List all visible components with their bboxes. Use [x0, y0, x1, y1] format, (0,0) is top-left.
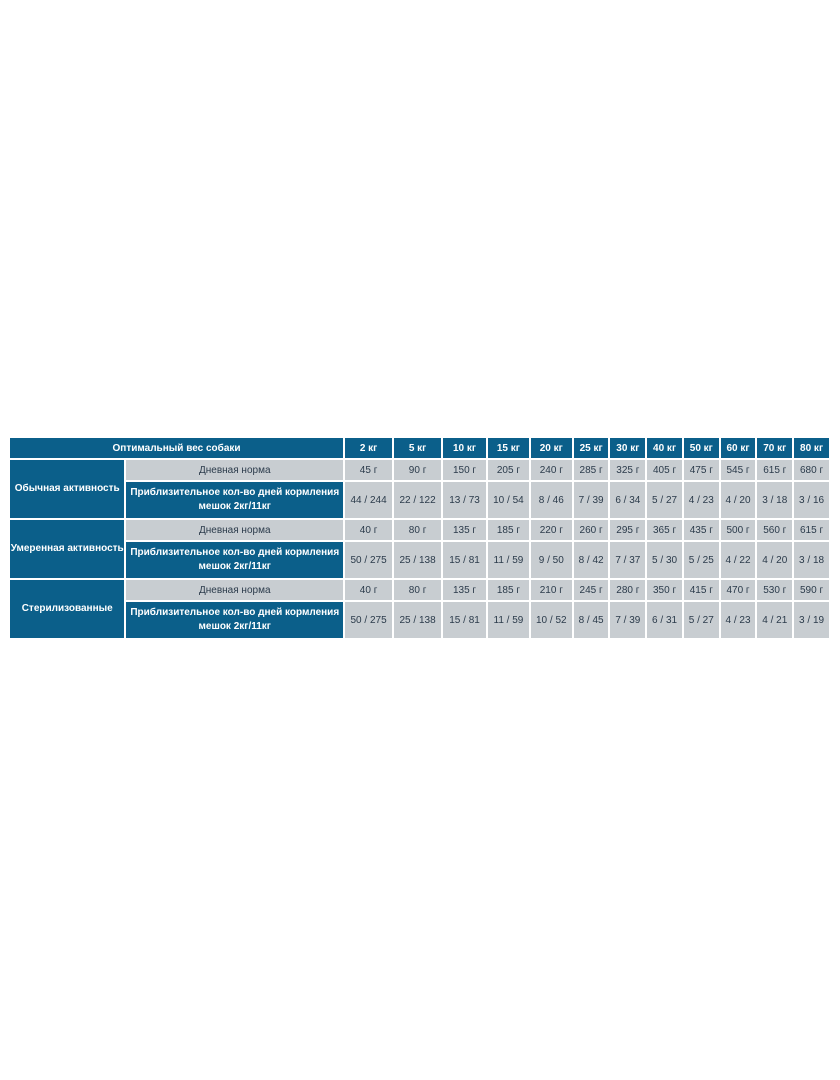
feeding-days-cell: 4 / 21 — [757, 602, 792, 638]
feeding-table — [8, 436, 831, 640]
daily-norm-cell: 530 г — [757, 580, 792, 600]
feeding-days-cell: 5 / 27 — [684, 602, 719, 638]
table-row — [10, 482, 829, 518]
daily-norm-label: Дневная норма — [126, 460, 343, 480]
daily-norm-cell: 285 г — [574, 460, 609, 480]
daily-norm-cell: 560 г — [757, 520, 792, 540]
feeding-days-cell: 8 / 46 — [531, 482, 572, 518]
weight-header: 70 кг — [757, 438, 792, 458]
weight-header: 50 кг — [684, 438, 719, 458]
feeding-days-cell: 25 / 138 — [394, 542, 441, 578]
feeding-days-cell: 5 / 30 — [647, 542, 682, 578]
group-label: Умеренная активность — [10, 520, 124, 578]
feeding-days-cell: 15 / 81 — [443, 542, 486, 578]
feeding-days-cell: 4 / 20 — [757, 542, 792, 578]
daily-norm-cell: 500 г — [721, 520, 756, 540]
daily-norm-cell: 435 г — [684, 520, 719, 540]
feeding-days-cell: 4 / 23 — [684, 482, 719, 518]
feeding-days-cell: 3 / 18 — [794, 542, 829, 578]
daily-norm-cell: 80 г — [394, 580, 441, 600]
feeding-days-label: Приблизительное кол-во дней кормления мешок 2кг/11кг — [126, 602, 343, 638]
daily-norm-cell: 325 г — [610, 460, 645, 480]
daily-norm-cell: 210 г — [531, 580, 572, 600]
feeding-days-cell: 3 / 16 — [794, 482, 829, 518]
daily-norm-cell: 40 г — [345, 520, 392, 540]
daily-norm-cell: 545 г — [721, 460, 756, 480]
feeding-days-cell: 9 / 50 — [531, 542, 572, 578]
table-row — [10, 602, 829, 638]
daily-norm-cell: 680 г — [794, 460, 829, 480]
weight-header: 15 кг — [488, 438, 529, 458]
daily-norm-cell: 40 г — [345, 580, 392, 600]
feeding-days-cell: 8 / 45 — [574, 602, 609, 638]
feeding-days-cell: 7 / 39 — [610, 602, 645, 638]
weight-header: 2 кг — [345, 438, 392, 458]
daily-norm-cell: 90 г — [394, 460, 441, 480]
weight-header: 40 кг — [647, 438, 682, 458]
table-row — [10, 580, 829, 600]
daily-norm-cell: 350 г — [647, 580, 682, 600]
feeding-days-cell: 3 / 18 — [757, 482, 792, 518]
feeding-days-cell: 50 / 275 — [345, 542, 392, 578]
daily-norm-label: Дневная норма — [126, 580, 343, 600]
table-row — [10, 542, 829, 578]
table-row — [10, 460, 829, 480]
group-label: Стерилизованные — [10, 580, 124, 638]
feeding-days-label: Приблизительное кол-во дней кормления мешок 2кг/11кг — [126, 482, 343, 518]
daily-norm-cell: 615 г — [794, 520, 829, 540]
daily-norm-cell: 135 г — [443, 520, 486, 540]
daily-norm-cell: 260 г — [574, 520, 609, 540]
weight-header: 20 кг — [531, 438, 572, 458]
feeding-days-cell: 5 / 25 — [684, 542, 719, 578]
feeding-days-cell: 5 / 27 — [647, 482, 682, 518]
feeding-days-cell: 44 / 244 — [345, 482, 392, 518]
weight-header: 60 кг — [721, 438, 756, 458]
weight-header: 5 кг — [394, 438, 441, 458]
header-row — [10, 438, 829, 458]
feeding-days-label: Приблизительное кол-во дней кормления мешок 2кг/11кг — [126, 542, 343, 578]
daily-norm-cell: 590 г — [794, 580, 829, 600]
daily-norm-cell: 185 г — [488, 580, 529, 600]
weight-header: 10 кг — [443, 438, 486, 458]
weight-header: 80 кг — [794, 438, 829, 458]
daily-norm-cell: 135 г — [443, 580, 486, 600]
daily-norm-cell: 245 г — [574, 580, 609, 600]
feeding-days-cell: 8 / 42 — [574, 542, 609, 578]
feeding-days-cell: 4 / 23 — [721, 602, 756, 638]
feeding-days-cell: 10 / 52 — [531, 602, 572, 638]
feeding-days-cell: 50 / 275 — [345, 602, 392, 638]
feeding-days-cell: 3 / 19 — [794, 602, 829, 638]
daily-norm-cell: 365 г — [647, 520, 682, 540]
feeding-days-cell: 6 / 31 — [647, 602, 682, 638]
daily-norm-cell: 185 г — [488, 520, 529, 540]
table-row — [10, 520, 829, 540]
daily-norm-cell: 205 г — [488, 460, 529, 480]
daily-norm-cell: 615 г — [757, 460, 792, 480]
feeding-days-cell: 11 / 59 — [488, 602, 529, 638]
feeding-days-cell: 4 / 22 — [721, 542, 756, 578]
daily-norm-cell: 415 г — [684, 580, 719, 600]
table-title: Оптимальный вес собаки — [10, 438, 343, 458]
feeding-days-cell: 10 / 54 — [488, 482, 529, 518]
weight-header: 25 кг — [574, 438, 609, 458]
feeding-days-cell: 13 / 73 — [443, 482, 486, 518]
daily-norm-cell: 240 г — [531, 460, 572, 480]
feeding-days-cell: 4 / 20 — [721, 482, 756, 518]
daily-norm-cell: 150 г — [443, 460, 486, 480]
feeding-days-cell: 25 / 138 — [394, 602, 441, 638]
feeding-days-cell: 7 / 39 — [574, 482, 609, 518]
daily-norm-cell: 45 г — [345, 460, 392, 480]
daily-norm-cell: 80 г — [394, 520, 441, 540]
daily-norm-cell: 220 г — [531, 520, 572, 540]
feeding-days-cell: 6 / 34 — [610, 482, 645, 518]
feeding-days-cell: 7 / 37 — [610, 542, 645, 578]
daily-norm-cell: 280 г — [610, 580, 645, 600]
daily-norm-label: Дневная норма — [126, 520, 343, 540]
feeding-days-cell: 22 / 122 — [394, 482, 441, 518]
group-label: Обычная активность — [10, 460, 124, 518]
daily-norm-cell: 470 г — [721, 580, 756, 600]
feeding-days-cell: 11 / 59 — [488, 542, 529, 578]
daily-norm-cell: 475 г — [684, 460, 719, 480]
feeding-days-cell: 15 / 81 — [443, 602, 486, 638]
weight-header: 30 кг — [610, 438, 645, 458]
daily-norm-cell: 295 г — [610, 520, 645, 540]
daily-norm-cell: 405 г — [647, 460, 682, 480]
